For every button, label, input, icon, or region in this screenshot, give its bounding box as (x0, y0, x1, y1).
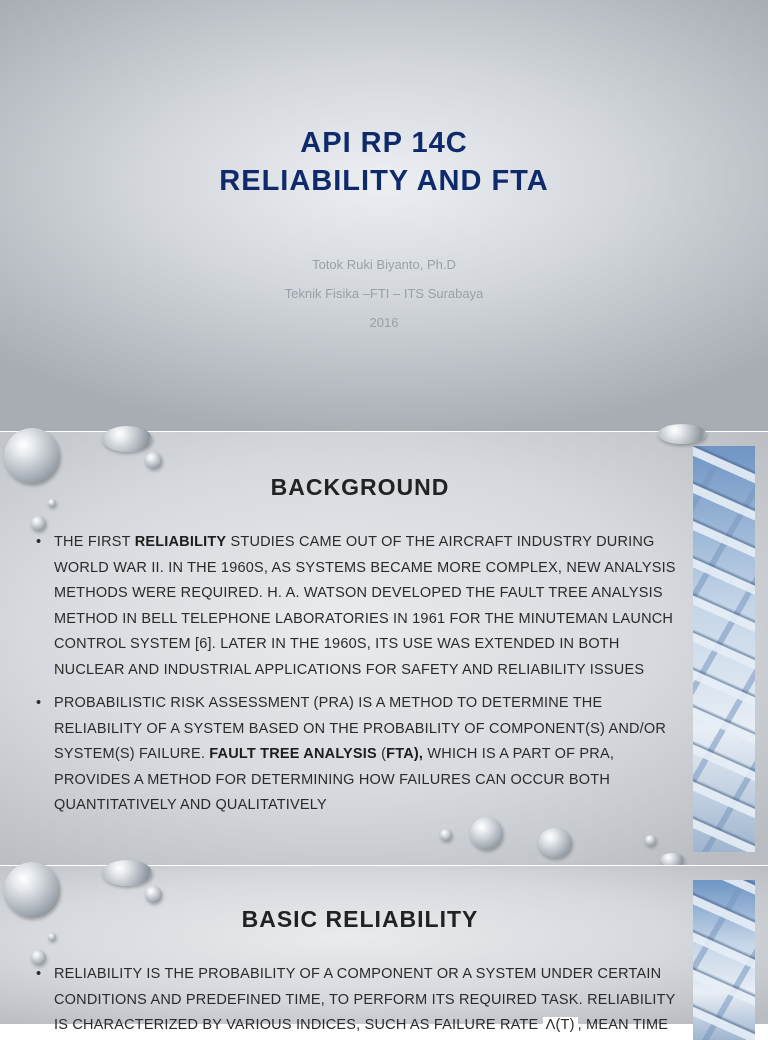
water-drop-decoration (102, 860, 152, 886)
slide-heading: BACKGROUND (270, 474, 450, 500)
water-drop-decoration (538, 828, 572, 858)
affiliation: Teknik Fisika –FTI – ITS Surabaya (284, 286, 484, 301)
list-item: • PROBABILISTIC RISK ASSESSMENT (PRA) IS A METHOD TO DETERMINE THE RELIABILITY OF A SYSTEM BASED ON THE PROBABILITY OF COMPONENT(S) AND/OR SYSTEM(S) FAILURE. FAULT TREE ANALYSIS (FTA), WHICH IS A PART OF PRA, PROVIDES A METHOD FOR DETERMINING HOW FAILURES CAN OCCUR BOTH QUANTITATIVELY AND QUALITATIVELY (36, 691, 686, 819)
pipeline-photo (693, 880, 755, 1040)
basic-reliability-slide (0, 866, 768, 1033)
water-drop-decoration (48, 933, 56, 941)
water-drop-decoration (145, 886, 162, 903)
formula-highlight: Λ(T) (543, 1017, 578, 1033)
list-item: • RELIABILITY IS THE PROBABILITY OF A COMPONENT OR A SYSTEM UNDER CERTAIN CONDITIONS AND PREDEFINED TIME, TO PERFORM ITS REQUIRED TASK. RELIABILITY IS CHARACTERIZED BY VARIOUS INDICES, SUCH AS FAILURE RATE Λ(T) , MEAN TIME (36, 962, 686, 1039)
pipeline-photo (693, 446, 755, 852)
background-slide (0, 432, 768, 865)
title-slide (0, 0, 768, 431)
water-drop-decoration (470, 817, 503, 850)
subtitle-block (0, 250, 768, 337)
title-line-1: API RP 14C (300, 127, 468, 159)
list-item: • THE FIRST RELIABILITY STUDIES CAME OUT OF THE AIRCRAFT INDUSTRY DURING WORLD WAR II. IN THE 1960S, AS SYSTEMS BECAME MORE COMPLEX, NEW ANALYSIS METHODS WERE REQUIRED. H. A. WATSON DEVELOPED THE FAULT TREE ANALYSIS METHOD IN BELL TELEPHONE LABORATORIES IN 1961 FOR THE MINUTEMAN LAUNCH CONTROL SYSTEM [6]. LATER IN THE 1960S, ITS USE WAS EXTENDED IN BOTH NUCLEAR AND INDUSTRIAL APPLICATIONS FOR SAFETY AND RELIABILITY ISSUES (36, 530, 686, 683)
title-line-2: RELIABILITY AND FTA (219, 165, 549, 197)
bullet-list (36, 962, 686, 1039)
bullet-list (36, 530, 686, 819)
water-drop-decoration (645, 835, 656, 846)
water-drop-decoration (658, 424, 706, 444)
slide-heading: BASIC RELIABILITY (241, 906, 479, 932)
water-drop-decoration (102, 426, 152, 452)
year: 2016 (369, 315, 399, 330)
water-drop-decoration (145, 452, 162, 469)
presentation-title (0, 124, 768, 200)
author-name: Totok Ruki Biyanto, Ph.D (312, 257, 456, 272)
water-drop-decoration (31, 516, 46, 531)
water-drop-decoration (440, 829, 452, 841)
